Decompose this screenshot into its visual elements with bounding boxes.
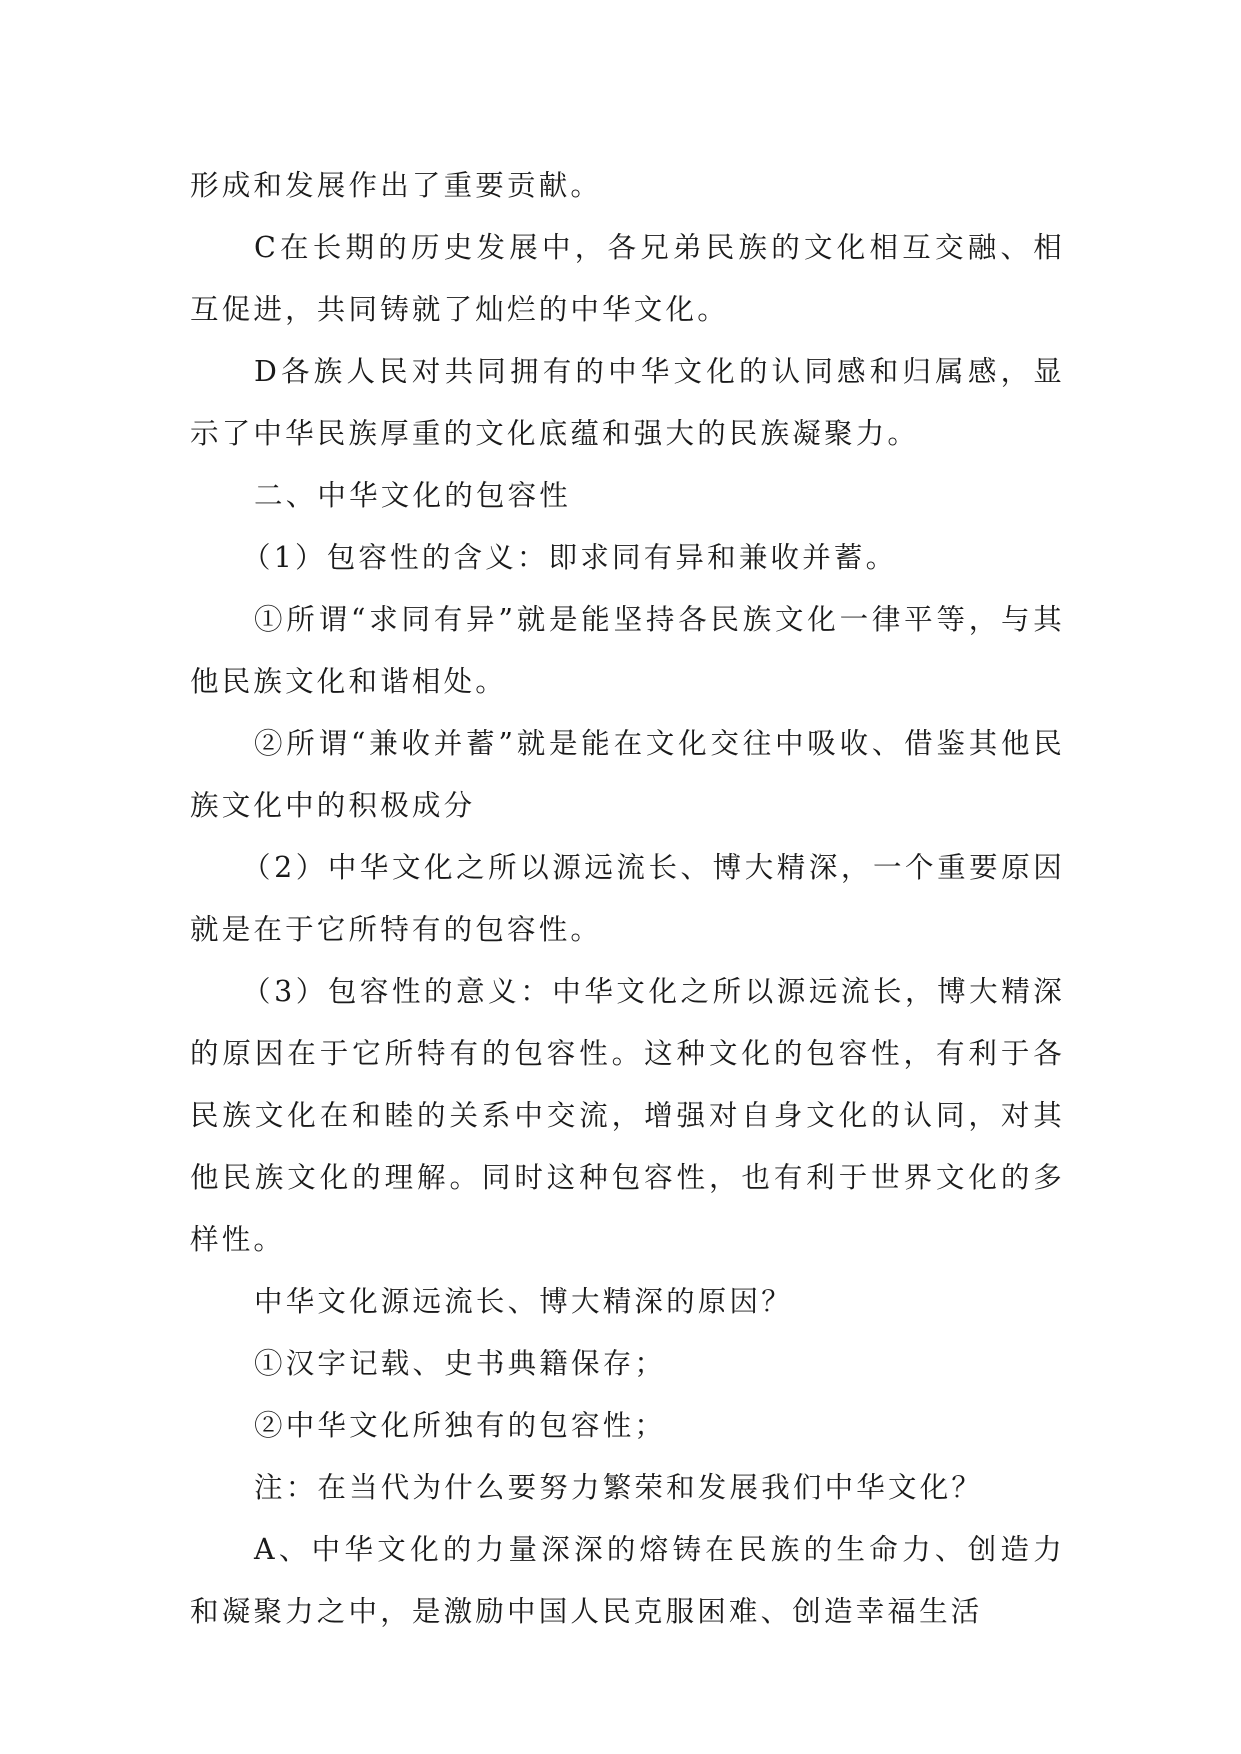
paragraph-sub-1: ①所谓“求同有异”就是能坚持各民族文化一律平等，与其他民族文化和谐相处。 xyxy=(190,603,1065,698)
section-heading: 二、中华文化的包容性 xyxy=(254,479,572,512)
paragraph-sub-2: ②所谓“兼收并蓄”就是能在文化交往中吸收、借鉴其他民族文化中的积极成分 xyxy=(190,727,1065,822)
paragraph-item-2: （2）中华文化之所以源远流长、博大精深，一个重要原因就是在于它所特有的包容性。 xyxy=(190,851,1065,946)
paragraph-item-3: （3）包容性的意义：中华文化之所以源远流长，博大精深的原因在于它所特有的包容性。这种文化的包容性，有利于各民族文化在和睦的关系中交流，增强对自身文化的认同，对其他民族文化的理解。同时这种包容性，也有利于世界文化的多样性。 xyxy=(190,975,1065,1256)
paragraph-item-1: （1）包容性的含义：即求同有异和兼收并蓄。 xyxy=(242,541,898,574)
question-heading: 中华文化源远流长、博大精深的原因？ xyxy=(254,1285,793,1318)
paragraph-point-c: C在长期的历史发展中，各兄弟民族的文化相互交融、相互促进，共同铸就了灿烂的中华文化。 xyxy=(190,231,1065,326)
note-point-a: A、中华文化的力量深深的熔铸在民族的生命力、创造力和凝聚力之中，是激励中国人民克服困难、创造幸福生活 xyxy=(190,1533,1065,1628)
answer-item-1: ①汉字记载、史书典籍保存； xyxy=(254,1347,667,1380)
answer-item-2: ②中华文化所独有的包容性； xyxy=(254,1409,667,1442)
paragraph-point-d: D各族人民对共同拥有的中华文化的认同感和归属感，显示了中华民族厚重的文化底蕴和强大的民族凝聚力。 xyxy=(190,355,1065,450)
paragraph-continuation: 形成和发展作出了重要贡献。 xyxy=(190,169,603,202)
document-body xyxy=(190,155,1065,1643)
note-heading: 注：在当代为什么要努力繁荣和发展我们中华文化？ xyxy=(254,1471,984,1504)
